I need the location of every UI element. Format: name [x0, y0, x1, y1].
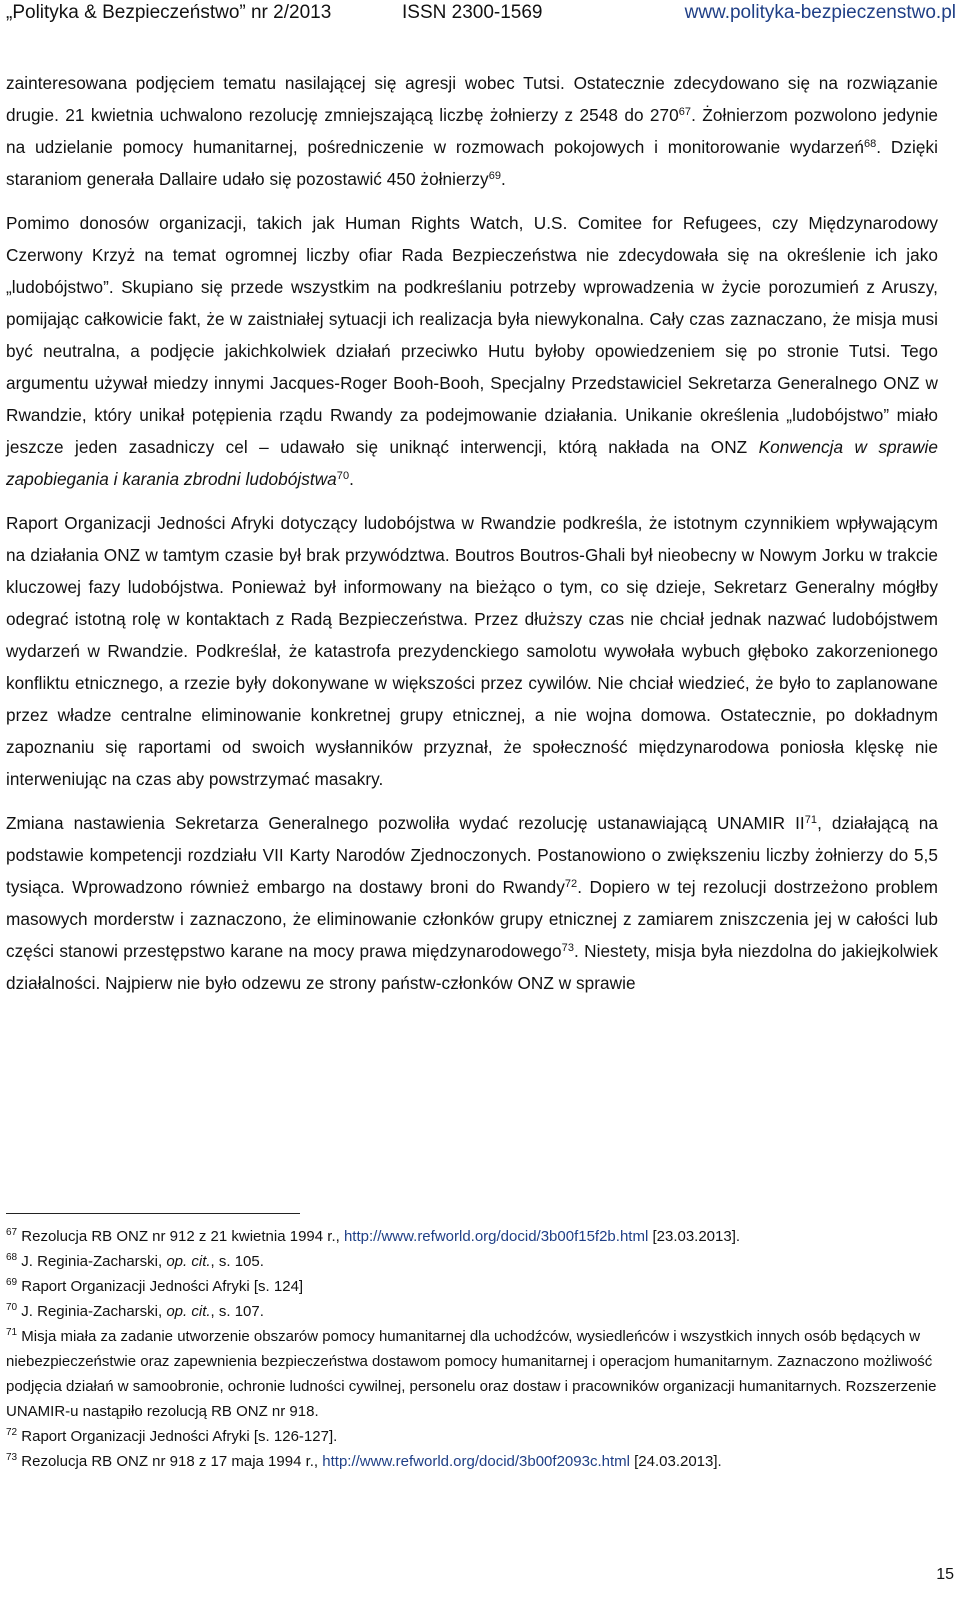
page-number: 15 — [936, 1566, 954, 1583]
article-body — [6, 67, 938, 1011]
footnote-text: [23.03.2013]. — [648, 1228, 741, 1245]
footnote-72 — [6, 1424, 938, 1449]
footnote-link[interactable]: http://www.refworld.org/docid/3b00f15f2b.html — [343, 1228, 649, 1245]
footnote-73 — [6, 1449, 938, 1474]
footnote-text: Raport Organizacji Jedności Afryki [s. 124] — [17, 1278, 304, 1295]
footnote-number: 71 — [6, 1327, 18, 1338]
paragraph-4 — [6, 807, 938, 999]
footnote-text: J. Reginia-Zacharski, — [17, 1253, 167, 1270]
footnote-number: 68 — [6, 1252, 18, 1263]
footnotes — [6, 1224, 938, 1474]
footnote-67 — [6, 1224, 938, 1249]
journal-title: „Polityka & Bezpieczeństwo” nr 2/2013 — [6, 2, 332, 23]
paragraph-text: . Dzięki staraniom generała Dallaire udało się pozostawić 450 żołnierzy — [6, 137, 938, 189]
paragraph-text: . Niestety, misja była niezdolna do jakiejkolwiek działalności. Najpierw nie było odzewu ze strony państw-członków ONZ w sprawie — [6, 941, 938, 993]
paragraph-text: . Żołnierzom pozwolono jedynie na udzielanie pomocy humanitarnej, pośredniczenie w rozmowach pokojowych i monitorowanie wydarzeń — [6, 105, 938, 157]
paragraph-text: . Dopiero w tej rezolucji dostrzeżono problem masowych morderstw i zaznaczono, że eliminowanie członków grupy etnicznej z zamiarem zniszczenia jej w całości lub części stanowi przestępstwo karane na mocy prawa międzynarodowego — [6, 877, 938, 961]
footnote-number: 67 — [6, 1227, 18, 1238]
footnote-text: Rezolucja RB ONZ nr 918 z 17 maja 1994 r., — [17, 1453, 323, 1470]
paragraph-text: Pomimo donosów organizacji, takich jak Human Rights Watch, U.S. Comitee for Refugees, czy Międzynarodowy Czerwony Krzyż na temat ogromnej liczby ofiar Rada Bezpieczeństwa nie zdecydowała się na określenie ich jako „ludobójstwo”. Skupiano się przede wszystkim na podkreślaniu potrzeby wprowadzenia w życie porozumień z Aruszy, pomijając całkowicie fakt, że w zaistniałej sytuacji ich realizacja była niewykonalna. Cały czas zaznaczano, że misja musi być neutralna, a podjęcie jakichkolwiek działań przeciwko Hutu byłoby opowiedzeniem się po stronie Tutsi. Tego argumentu używał miedzy innymi Jacques-Roger Booh-Booh, Specjalny Przedstawiciel Sekretarza Generalnego ONZ w Rwandzie, który unikał potępienia rządu Rwandy za podejmowanie działania. Unikanie określenia „ludobójstwo” miało jeszcze jeden zasadniczy cel – udawało się uniknąć interwencji, którą nakłada na ONZ — [6, 213, 938, 457]
footnote-68 — [6, 1249, 938, 1274]
footnote-link[interactable]: http://www.refworld.org/docid/3b00f2093c.html — [322, 1453, 630, 1470]
footnote-text: J. Reginia-Zacharski, — [17, 1303, 167, 1320]
footnote-69 — [6, 1274, 938, 1299]
issn-label: ISSN 2300-1569 — [402, 2, 543, 23]
footnote-number: 69 — [6, 1277, 18, 1288]
footnote-citation: op. cit. — [166, 1253, 211, 1270]
convention-title: Konwencja w sprawie zapobiegania i karania zbrodni ludobójstwa — [6, 437, 938, 489]
footnote-text: Rezolucja RB ONZ nr 912 z 21 kwietnia 1994 r., — [17, 1228, 344, 1245]
footnote-ref-68[interactable]: 68 — [863, 138, 877, 150]
footnote-text: [24.03.2013]. — [629, 1453, 722, 1470]
footnote-ref-73[interactable]: 73 — [561, 942, 575, 954]
footnote-text: , s. 105. — [210, 1253, 264, 1270]
footnote-separator — [6, 1213, 300, 1214]
footnote-text: Raport Organizacji Jedności Afryki [s. 126-127]. — [17, 1428, 338, 1445]
page-header — [0, 0, 960, 28]
paragraph-text: Raport Organizacji Jedności Afryki dotyczący ludobójstwa w Rwandzie podkreśla, że istotnym czynnikiem wpływającym na działania ONZ w tamtym czasie był brak przywództwa. Boutros Boutros-Ghali był nieobecny w Nowym Jorku w trakcie kluczowej fazy ludobójstwa. Ponieważ był informowany na bieżąco o tym, co się dzieje, Sekretarz Generalny mógłby odegrać istotną rolę w kontaktach z Radą Bezpieczeństwa. Przez dłuższy czas nie chciał jednak nazwać ludobójstwem wydarzeń w Rwandzie. Podkreślał, że katastrofa prezydenckiego samolotu wywołała wybuch głęboko zakorzenionego konfliktu etnicznego, a rzezie były dokonywane w większości przez cywilów. Nie chciał wiedzieć, że było to zaplanowane przez władze centralne eliminowanie konkretnej grupy etnicznej, a nie wojna domowa. Ostatecznie, po dokładnym zapoznaniu się raportami od swoich wysłanników przyznał, że społeczność międzynarodowa poniosła klęskę nie interweniując na czas aby powstrzymać masakry. — [6, 513, 938, 789]
footnote-ref-69[interactable]: 69 — [488, 170, 502, 182]
paragraph-3 — [6, 507, 938, 795]
paragraph-text: . — [501, 169, 506, 189]
paragraph-2 — [6, 207, 938, 495]
footnote-number: 73 — [6, 1452, 18, 1463]
footnote-70 — [6, 1299, 938, 1324]
paragraph-text: , działającą na podstawie kompetencji rozdziału VII Karty Narodów Zjednoczonych. Postanowiono o zwiększeniu liczby żołnierzy do 5,5 tysiąca. Wprowadzono również embargo na dostawy broni do Rwandy — [6, 813, 938, 897]
paragraph-text: . — [349, 469, 354, 489]
footnote-71 — [6, 1324, 938, 1424]
paragraph-text: zainteresowana podjęciem tematu nasilającej się agresji wobec Tutsi. Ostatecznie zdecydowano się na rozwiązanie drugie. 21 kwietnia uchwalono rezolucję zmniejszającą liczbę żołnierzy z 2548 do 270 — [6, 73, 938, 125]
journal-website[interactable]: www.polityka-bezpieczenstwo.pl — [684, 2, 956, 23]
footnote-ref-70[interactable]: 70 — [336, 470, 350, 482]
footnote-number: 70 — [6, 1302, 18, 1313]
footnote-text: Misja miała za zadanie utworzenie obszarów pomocy humanitarnej dla uchodźców, wysiedleńców i wszystkich innych osób będących w niebezpieczeństwie oraz zapewnienia bezpieczeństwa dostawom pomocy humanitarnej i operacjom humanitarnym. Zaznaczono możliwość podjęcia działań w samoobronie, ochronie ludności cywilnej, personelu oraz dostaw i pracowników organizacji humanitarnych. Rozszerzenie UNAMIR-u nastąpiło rezolucją RB ONZ nr 918. — [6, 1328, 937, 1420]
footnote-number: 72 — [6, 1427, 18, 1438]
footnote-ref-67[interactable]: 67 — [678, 106, 692, 118]
footnote-citation: op. cit. — [166, 1303, 211, 1320]
footnote-text: , s. 107. — [210, 1303, 264, 1320]
paragraph-1 — [6, 67, 938, 195]
footnote-ref-72[interactable]: 72 — [564, 878, 578, 890]
footnote-ref-71[interactable]: 71 — [804, 814, 818, 826]
paragraph-text: Zmiana nastawienia Sekretarza Generalnego pozwoliła wydać rezolucję ustanawiającą UNAMIR II — [6, 813, 805, 833]
